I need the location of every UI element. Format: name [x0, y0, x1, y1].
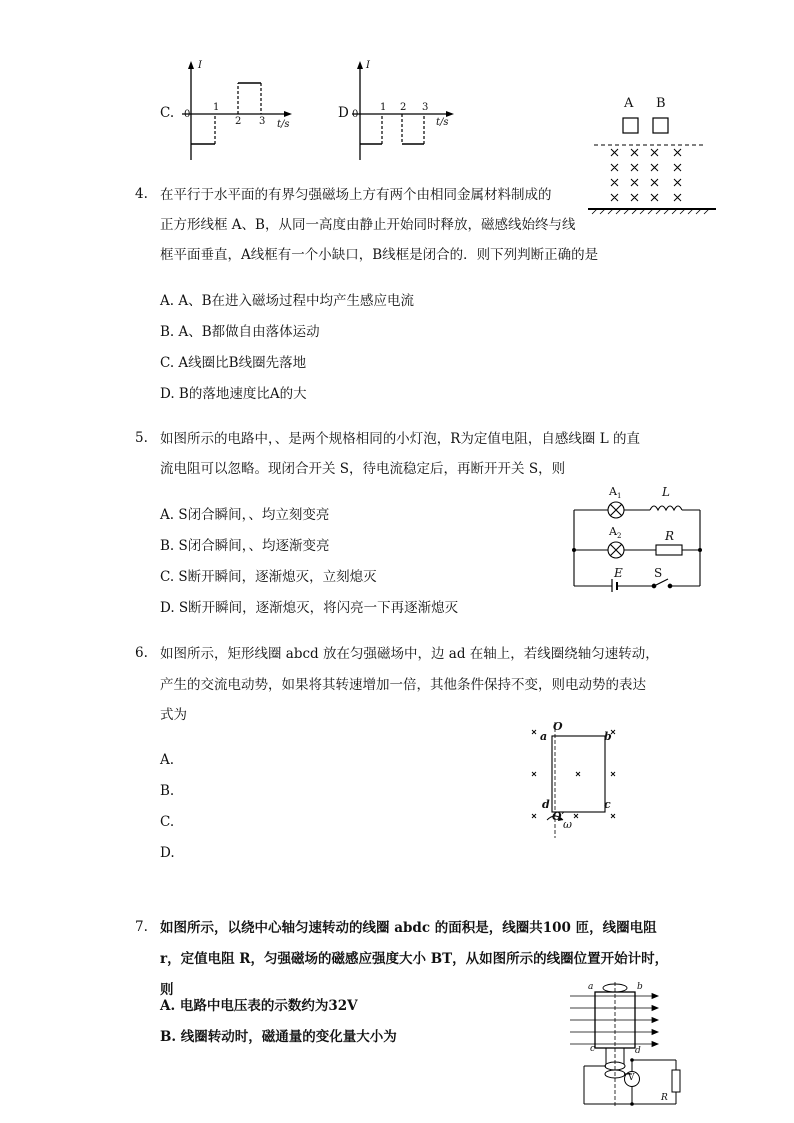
graph-d-tick-1: 1 [380, 102, 387, 113]
q5-number: 5. [135, 430, 148, 446]
q6-number: 6. [135, 645, 148, 661]
q7-stem-line-3: 则 [160, 982, 174, 998]
q7-fig-b: b [637, 982, 643, 992]
graph-d [338, 58, 468, 166]
q6-fig-b: b [604, 730, 612, 743]
q5-fig-l: L [662, 485, 670, 499]
graph-d-tick-3: 3 [422, 102, 429, 113]
q5-fig-e: E [614, 566, 623, 580]
q7-number: 7. [135, 919, 148, 935]
q4-option-a[interactable]: A. A、B在进入磁场过程中均产生感应电流 [160, 293, 415, 309]
q4-option-b[interactable]: B. A、B都做自由落体运动 [160, 324, 320, 340]
q6-option-a[interactable]: A. [160, 752, 175, 768]
graph-c-tick-2: 2 [235, 116, 242, 127]
q4-stem-line-1: 在平行于水平面的有界匀强磁场上方有两个由相同金属材料制成的 [160, 187, 552, 203]
q6-option-b[interactable]: B. [160, 783, 175, 799]
q7-fig-c: c [590, 1044, 596, 1054]
q4-number: 4. [135, 186, 148, 202]
q4-fig-label-b: B [656, 96, 666, 111]
q6-fig-a: a [540, 730, 548, 743]
q4-figure [588, 94, 718, 220]
q7-option-b[interactable]: B. 线圈转动时，磁通量的变化量大小为 [160, 1029, 397, 1045]
graph-c-label: C. [160, 105, 175, 121]
q7-figure [568, 980, 683, 1108]
q4-stem-line-2: 正方形线框 A、B，从同一高度由静止开始同时释放，磁感线始终与线 [160, 217, 576, 233]
q6-fig-d: d [542, 798, 550, 811]
graph-d-xlabel: t/s [436, 117, 449, 128]
graph-c-tick-1: 1 [213, 102, 220, 113]
q7-fig-r: R [661, 1093, 668, 1103]
q6-fig-c: c [604, 798, 611, 811]
graph-c-svg [160, 58, 310, 166]
q4-option-c[interactable]: C. A线圈比B线圈先落地 [160, 355, 307, 371]
q5-circuit-svg [572, 484, 704, 592]
q6-option-c[interactable]: C. [160, 814, 175, 830]
q5-option-d[interactable]: D. S断开瞬间，逐渐熄灭，将闪亮一下再逐渐熄灭 [160, 600, 459, 616]
q5-option-c[interactable]: C. S断开瞬间，逐渐熄灭，立刻熄灭 [160, 569, 377, 585]
q7-stem-line-1: 如图所示，以绕中心轴匀速转动的线圈 abdc 的面积是，线圈共100 匝，线圈电阻 [160, 920, 657, 936]
q6-fig-omega: ω [563, 818, 572, 831]
q5-option-b[interactable]: B. S闭合瞬间，、均逐渐变亮 [160, 538, 330, 554]
q5-option-a[interactable]: A. S闭合瞬间，、均立刻变亮 [160, 507, 330, 523]
q5-fig-s: S [654, 566, 663, 580]
graph-c-xlabel: t/s [277, 119, 290, 130]
q7-fig-d: d [635, 1046, 641, 1056]
q6-stem-line-3: 式为 [160, 707, 187, 723]
q5-circuit [572, 484, 704, 592]
q7-stem-line-2: r，定值电阻 R，匀强磁场的磁感应强度大小 BT，从如图所示的线圈位置开始计时， [160, 951, 669, 967]
q4-option-d[interactable]: D. B的落地速度比A的大 [160, 386, 307, 402]
q4-stem-line-3: 框平面垂直，A线框有一个小缺口，B线框是闭合的．则下列判断正确的是 [160, 247, 599, 263]
q5-stem-line-2: 流电阻可以忽略。现闭合开关 S，待电流稳定后，再断开开关 S，则 [160, 461, 566, 477]
q5-stem-line-1: 如图所示的电路中，、是两个规格相同的小灯泡，R为定值电阻，自感线圈 L 的直 [160, 431, 640, 447]
q7-option-a[interactable]: A. 电路中电压表的示数约为32V [160, 998, 358, 1014]
graph-d-tick-2: 2 [400, 102, 407, 113]
q5-fig-r: R [665, 529, 675, 543]
q6-figure [525, 720, 625, 840]
graph-d-origin: 0 [352, 109, 359, 120]
q7-fig-svg [568, 980, 683, 1108]
graph-c-ylabel: I [198, 60, 202, 71]
q7-fig-a: a [588, 982, 594, 992]
q6-option-d[interactable]: D. [160, 845, 175, 861]
q6-stem-line-2: 产生的交流电动势，如果将其转速增加一倍，其他条件保持不变，则电动势的表达 [160, 677, 646, 693]
q4-fig-label-a: A [624, 96, 634, 111]
q6-fig-o2: O′ [552, 810, 565, 823]
q7-fig-v: V [628, 1073, 635, 1083]
graph-c [160, 58, 310, 166]
q6-stem-line-1: 如图所示，矩形线圈 abcd 放在匀强磁场中，边 ad 在轴上，若线圈绕轴匀速转动， [160, 646, 659, 662]
graph-c-tick-3: 3 [259, 116, 266, 127]
graph-c-origin: 0 [184, 109, 191, 120]
q6-fig-o: O [553, 720, 563, 733]
q5-fig-a1: $A_1$ [609, 485, 622, 501]
graph-d-label: D [338, 105, 349, 121]
q5-fig-a2: $A_2$ [609, 525, 622, 541]
graph-d-ylabel: I [366, 60, 370, 71]
q4-fig-svg [588, 94, 718, 220]
